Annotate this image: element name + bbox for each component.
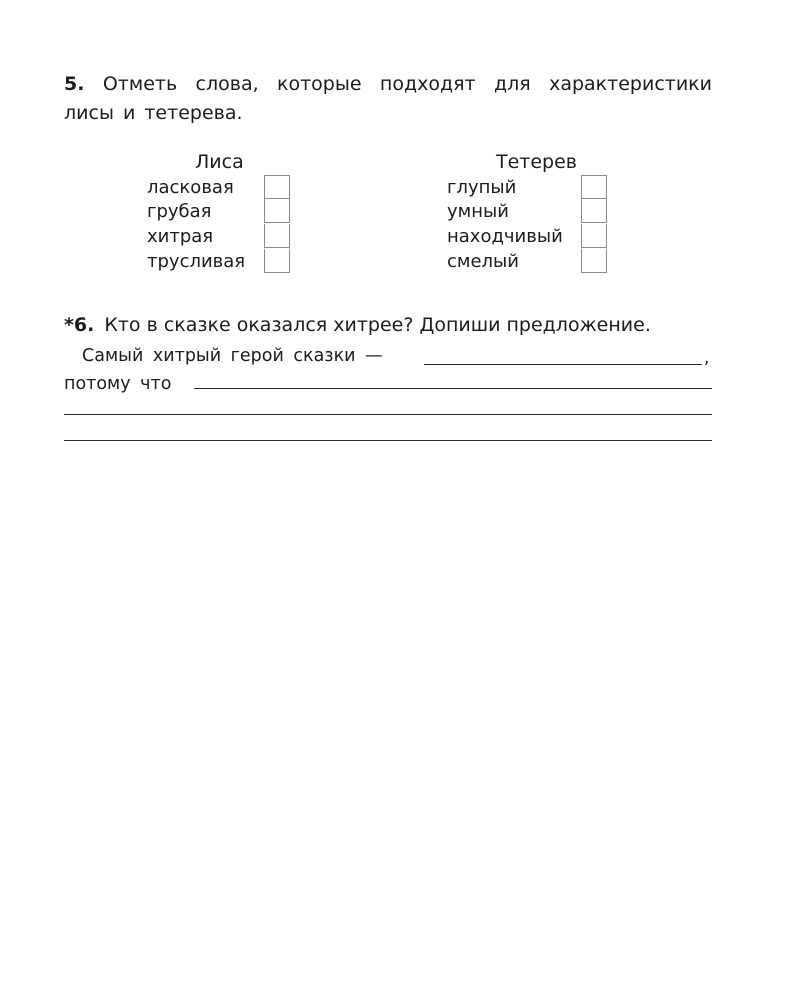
grouse-word: глупый [447,177,517,198]
hero-answer-field[interactable] [424,342,702,365]
grouse-word: смелый [447,251,519,272]
task-5-question [64,70,712,128]
fox-row [140,224,300,249]
sentence-start: Самый хитрый герой сказки — [82,346,383,366]
task-6-number: *6. [64,314,95,336]
fox-row [140,249,300,274]
fox-word: хитрая [147,226,214,247]
reason-answer-field[interactable] [194,366,712,389]
fox-heading: Лиса [195,151,244,173]
fox-checkbox[interactable] [264,175,290,199]
comma: , [704,348,710,368]
fox-checkbox[interactable] [264,224,290,248]
grouse-checkbox[interactable] [581,249,607,273]
grouse-row [440,175,620,200]
grouse-row [440,199,620,224]
task-6-question [64,311,651,339]
grouse-checkbox[interactable] [581,199,607,223]
fox-checkbox[interactable] [264,199,290,223]
grouse-checkbox[interactable] [581,224,607,248]
fox-row [140,175,300,200]
because-label: потому что [64,374,172,394]
fox-word: ласковая [147,177,234,198]
reason-continuation-line[interactable] [64,392,712,415]
grouse-row [440,249,620,274]
fox-word: трусливая [147,251,246,272]
grouse-checkbox[interactable] [581,175,607,199]
grouse-word: находчивый [447,226,563,247]
grouse-word: умный [447,201,509,222]
task-6-text: Кто в сказке оказался хитрее? Допиши предложение. [104,314,651,336]
task-5-text: Отметь слова, которые подходят для характеристики лисы и тетерева. [64,73,713,124]
grouse-row [440,224,620,249]
fox-word: грубая [147,201,212,222]
task-5-number: 5. [64,73,85,95]
fox-checkbox[interactable] [264,249,290,273]
grouse-heading: Тетерев [496,151,578,173]
reason-continuation-line[interactable] [64,418,712,441]
fox-row [140,199,300,224]
